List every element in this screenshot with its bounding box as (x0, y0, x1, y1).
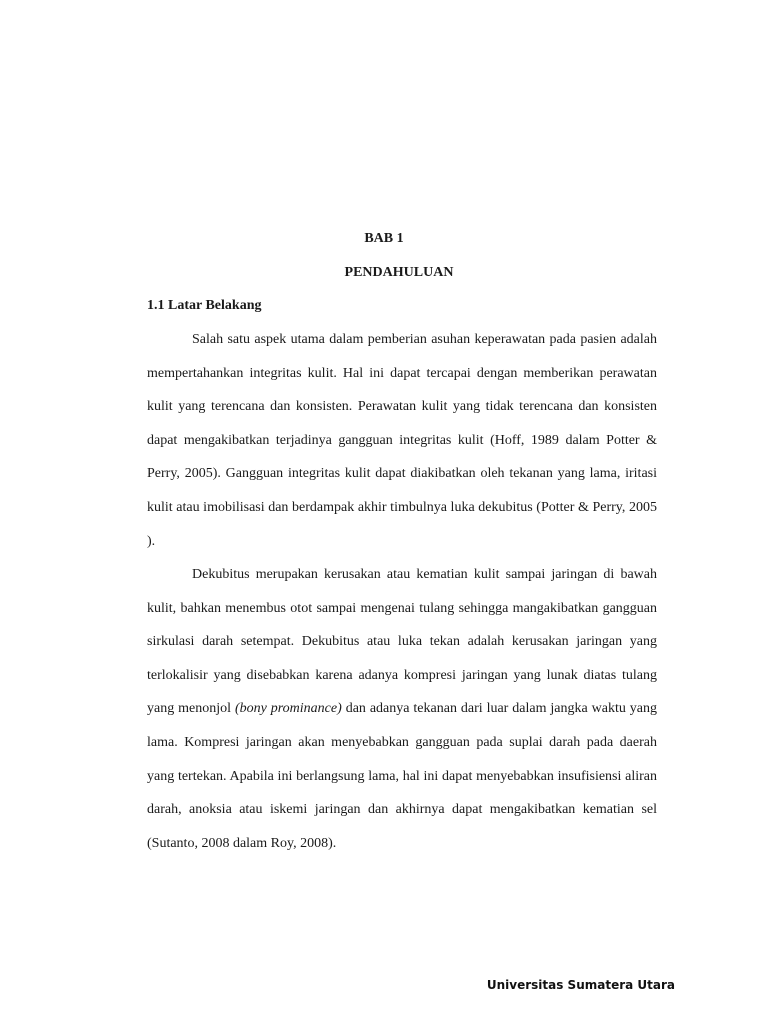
section-heading: 1.1 Latar Belakang (147, 298, 262, 313)
paragraph-2 (147, 558, 657, 860)
chapter-title: PENDAHULUAN (344, 265, 454, 280)
paragraph-1-text: Salah satu aspek utama dalam pemberian asuhan keperawatan pada pasien adalah mempertahankan integritas kulit. Hal ini dapat tercapai dengan memberikan perawatan kulit yang terencana dan konsisten. Perawatan kulit yang tidak terencana dan konsisten dapat mengakibatkan terjadinya gangguan integritas kulit (Hoff, 1989 dalam Potter & Perry, 2005). Gangguan integritas kulit dapat diakibatkan oleh tekanan yang lama, iritasi kulit atau imobilisasi dan berdampak akhir timbulnya luka dekubitus (Potter & Perry, 2005 ). (147, 332, 657, 549)
footer-institution: Universitas Sumatera Utara (486, 978, 675, 992)
chapter-number: BAB 1 (364, 231, 404, 246)
paragraph-2-text-end: dan adanya tekanan dari luar dalam jangka waktu yang lama. Kompresi jaringan akan menyebabkan gangguan pada suplai darah pada daerah yang tertekan. Apabila ini berlangsung lama, hal ini dapat menyebabkan insufisiensi aliran darah, anoksia atau iskemi jaringan dan akhirnya dapat mengakibatkan kematian sel (Sutanto, 2008 dalam Roy, 2008). (147, 701, 657, 851)
paragraph-2-text-start: Dekubitus merupakan kerusakan atau kematian kulit sampai jaringan di bawah kulit, bahkan menembus otot sampai mengenai tulang sehingga mangakibatkan gangguan sirkulasi darah setempat. Dekubitus atau luka tekan adalah kerusakan jaringan yang terlokalisir yang disebabkan karena adanya kompresi jaringan yang lunak diatas tulang yang menonjol (147, 567, 657, 717)
paragraph-2-italic-term: (bony prominance) (234, 701, 342, 717)
paragraph-1 (147, 323, 657, 558)
paragraph-2-text (147, 558, 657, 860)
